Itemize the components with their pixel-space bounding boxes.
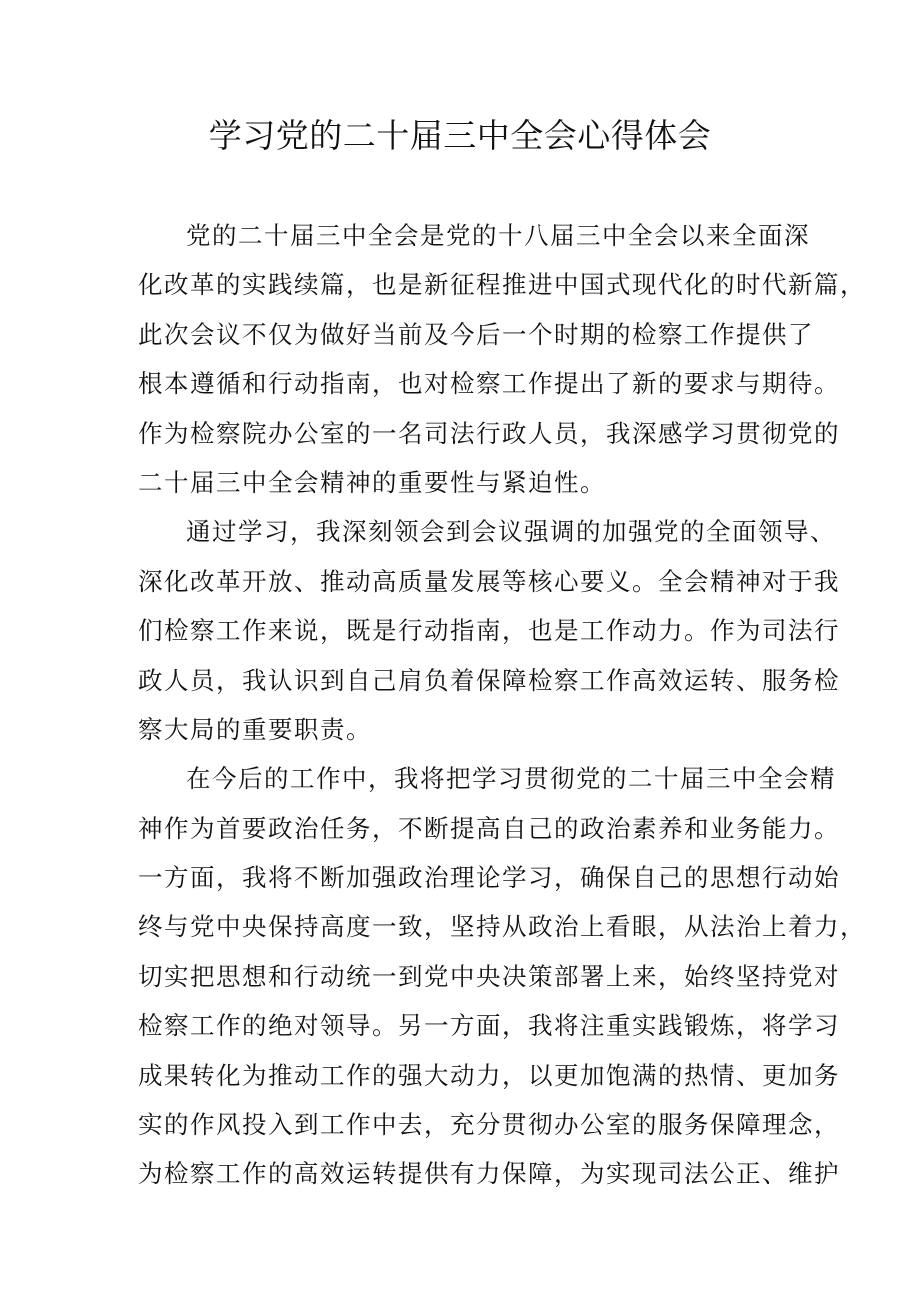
- paragraph-line: 察大局的重要职责。: [138, 714, 372, 744]
- paragraph-line: 实的作风投入到工作中去，充分贯彻办公室的服务保障理念，: [138, 1110, 840, 1140]
- paragraph-line: 此次会议不仅为做好当前及今后一个时期的检察工作提供了: [138, 319, 814, 349]
- paragraph-line: 党的二十届三中全会是党的十八届三中全会以来全面深: [186, 221, 810, 250]
- paragraph-line: 化改革的实践续篇，也是新征程推进中国式现代化的时代新篇，: [138, 270, 866, 300]
- paragraph-line: 切实把思想和行动统一到党中央决策部署上来，始终坚持党对: [138, 961, 840, 991]
- paragraph-line: 深化改革开放、推动高质量发展等核心要义。全会精神对于我: [138, 566, 840, 596]
- paragraph-line: 检察工作的绝对领导。另一方面，我将注重实践锻炼，将学习: [138, 1011, 840, 1041]
- paragraph-line: 作为检察院办公室的一名司法行政人员，我深感学习贯彻党的: [138, 418, 840, 448]
- paragraph-line: 们检察工作来说，既是行动指南，也是工作动力。作为司法行: [138, 616, 840, 646]
- document-body: [138, 211, 866, 1199]
- paragraph-line: 根本遵循和行动指南，也对检察工作提出了新的要求与期待。: [138, 369, 840, 399]
- document-title: 学习党的二十届三中全会心得体会: [208, 116, 712, 155]
- paragraph-3: [138, 754, 866, 1199]
- paragraph-line: 神作为首要政治任务，不断提高自己的政治素养和业务能力。: [138, 813, 840, 843]
- paragraph-line: 成果转化为推动工作的强大动力，以更加饱满的热情、更加务: [138, 1060, 840, 1090]
- paragraph-2: [138, 507, 840, 754]
- paragraph-line: 为检察工作的高效运转提供有力保障，为实现司法公正、维护: [138, 1159, 840, 1189]
- paragraph-line: 通过学习，我深刻领会到会议强调的加强党的全面领导、: [186, 517, 836, 547]
- paragraph-line: 二十届三中全会精神的重要性与紧迫性。: [138, 467, 606, 497]
- paragraph-line: 终与党中央保持高度一致，坚持从政治上看眼，从法治上着力，: [138, 912, 866, 942]
- paragraph-1: [138, 211, 866, 507]
- paragraph-line: 在今后的工作中，我将把学习贯彻党的二十届三中全会精: [186, 764, 836, 794]
- paragraph-line: 一方面，我将不断加强政治理论学习，确保自己的思想行动始: [138, 863, 840, 893]
- paragraph-line: 政人员，我认识到自己肩负着保障检察工作高效运转、服务检: [138, 665, 840, 695]
